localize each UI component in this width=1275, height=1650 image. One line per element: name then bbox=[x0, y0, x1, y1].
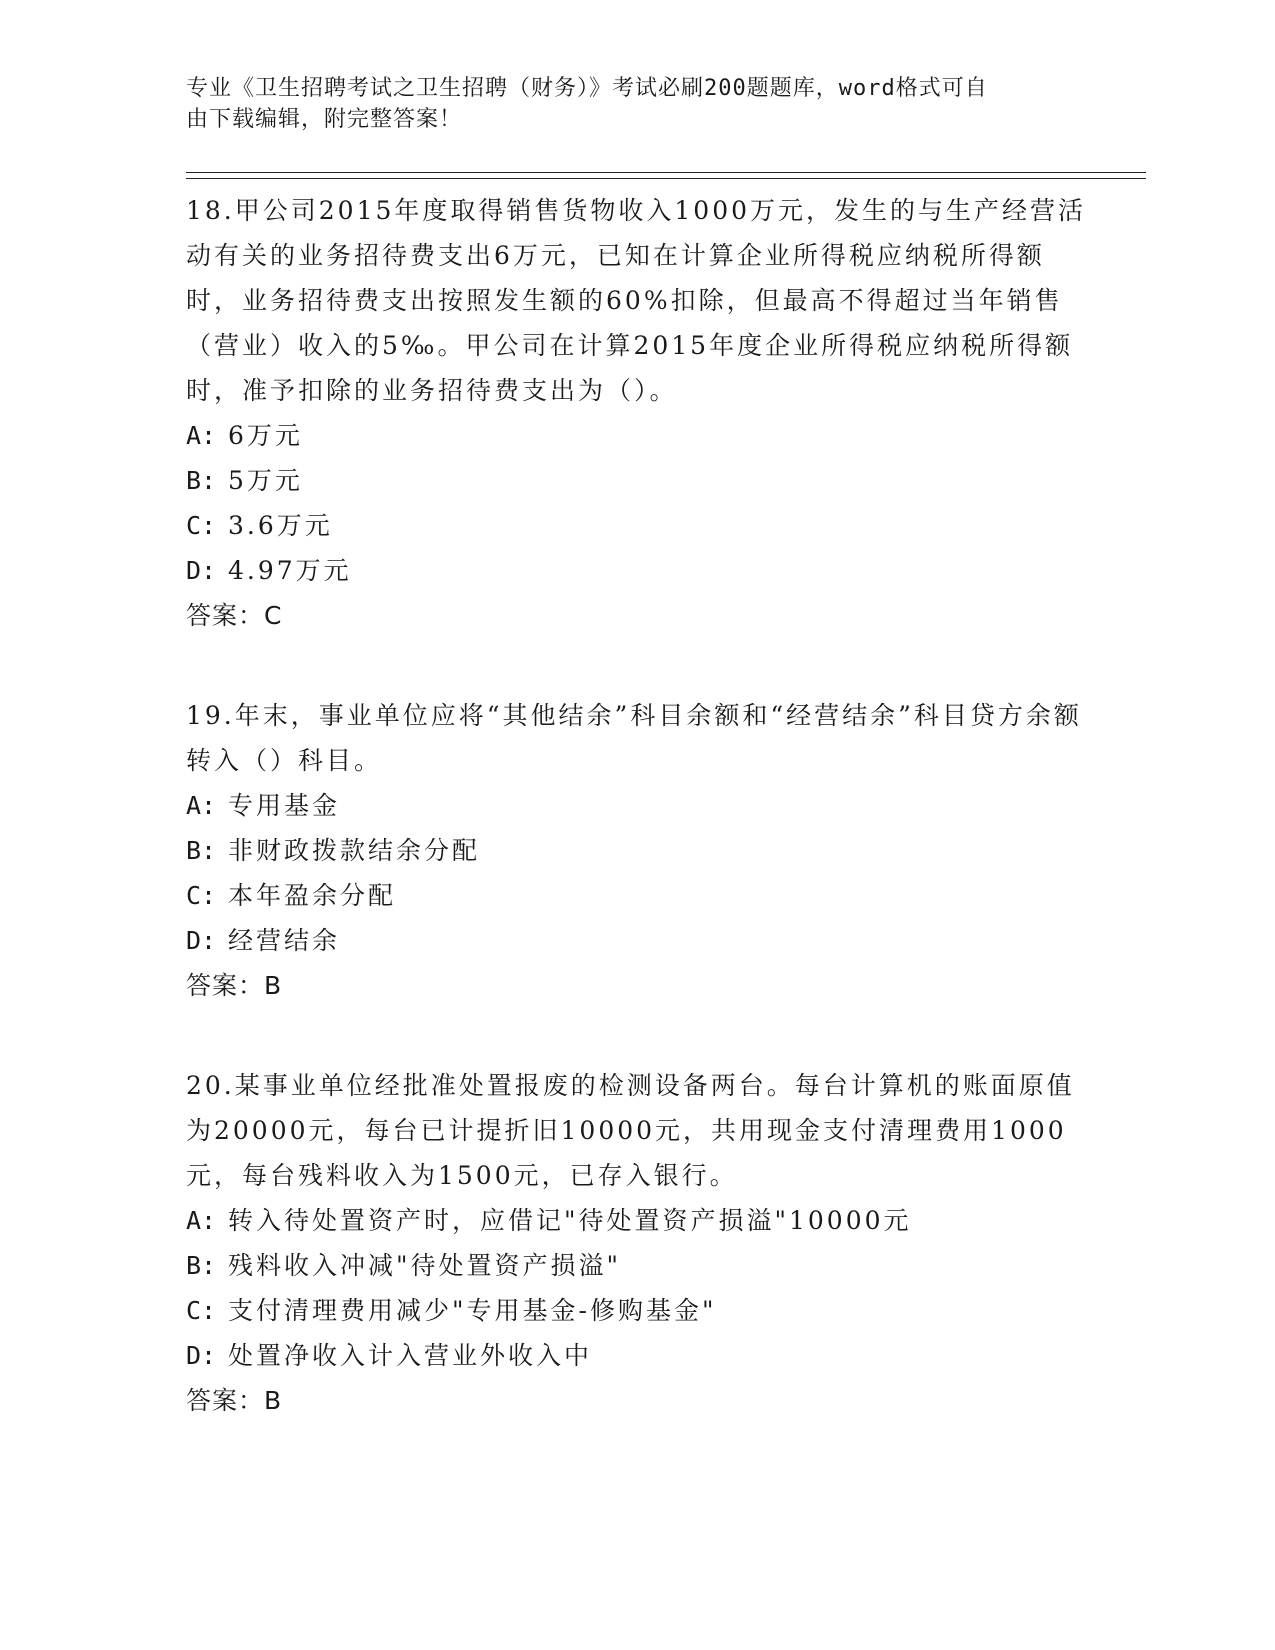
option-text: 非财政拨款结余分配 bbox=[228, 836, 481, 865]
question-stem: 19.年末，事业单位应将“其他结余”科目余额和“经营结余”科目贷方余额转入（）科目。 bbox=[186, 701, 1082, 775]
option-text: 3.6万元 bbox=[228, 511, 333, 540]
option-text: 专用基金 bbox=[228, 791, 341, 820]
option-text: 转入待处置资产时，应借记"待处置资产损溢"10000元 bbox=[228, 1206, 912, 1235]
option-letter: C: bbox=[186, 881, 217, 910]
question-stem: 18.甲公司2015年度取得销售货物收入1000万元，发生的与生产经营活动有关的业务招待费支出6万元，已知在计算企业所得税应纳税所得额时，业务招待费支出按照发生额的60%扣除，但最高不得超过当年销售（营业）收入的5‰。甲公司在计算2015年度企业所得税应纳税所得额时，准予扣除的业务招待费支出为（）。 bbox=[186, 196, 1087, 405]
question-20 bbox=[186, 1063, 1086, 1423]
option-d bbox=[186, 1333, 1086, 1378]
option-b bbox=[186, 828, 1086, 873]
option-d bbox=[186, 548, 1086, 593]
option-letter: B: bbox=[186, 1251, 217, 1280]
answer-line: 答案：C bbox=[186, 601, 283, 630]
header-line-2: 由下载编辑，附完整答案！ bbox=[186, 107, 463, 132]
answer-line: 答案：B bbox=[186, 971, 283, 1000]
option-letter: C: bbox=[186, 511, 217, 540]
option-text: 4.97万元 bbox=[228, 556, 352, 585]
question-18 bbox=[186, 188, 1086, 638]
option-b bbox=[186, 458, 1086, 503]
option-letter: C: bbox=[186, 1296, 217, 1325]
option-a bbox=[186, 1198, 1086, 1243]
option-c bbox=[186, 1288, 1086, 1333]
option-letter: B: bbox=[186, 466, 217, 495]
header-divider-top bbox=[186, 172, 1146, 173]
option-text: 5万元 bbox=[228, 466, 303, 495]
option-letter: D: bbox=[186, 926, 217, 955]
option-letter: B: bbox=[186, 836, 217, 865]
question-19 bbox=[186, 693, 1086, 1008]
question-stem: 20.某事业单位经批准处置报废的检测设备两台。每台计算机的账面原值为20000元，每台已计提折旧10000元，共用现金支付清理费用1000元，每台残料收入为1500元，已存入银行。 bbox=[186, 1071, 1075, 1190]
option-text: 支付清理费用减少"专用基金-修购基金" bbox=[228, 1296, 717, 1325]
option-b bbox=[186, 1243, 1086, 1288]
option-a bbox=[186, 413, 1086, 458]
option-text: 经营结余 bbox=[228, 926, 341, 955]
option-letter: D: bbox=[186, 1341, 217, 1370]
option-a bbox=[186, 783, 1086, 828]
option-text: 处置净收入计入营业外收入中 bbox=[228, 1341, 593, 1370]
option-d bbox=[186, 918, 1086, 963]
answer-line: 答案：B bbox=[186, 1386, 283, 1415]
option-text: 残料收入冲减"待处置资产损溢" bbox=[228, 1251, 621, 1280]
option-letter: A: bbox=[186, 791, 217, 820]
header-divider-bottom bbox=[186, 178, 1146, 179]
header-line-1: 专业《卫生招聘考试之卫生招聘（财务）》考试必刷200题题库，word格式可自 bbox=[186, 76, 988, 101]
option-text: 6万元 bbox=[228, 421, 303, 450]
question-list bbox=[186, 188, 1086, 1478]
option-letter: D: bbox=[186, 556, 217, 585]
option-letter: A: bbox=[186, 421, 217, 450]
option-c bbox=[186, 873, 1086, 918]
option-c bbox=[186, 503, 1086, 548]
option-letter: A: bbox=[186, 1206, 217, 1235]
document-header bbox=[186, 73, 1086, 135]
option-text: 本年盈余分配 bbox=[228, 881, 397, 910]
